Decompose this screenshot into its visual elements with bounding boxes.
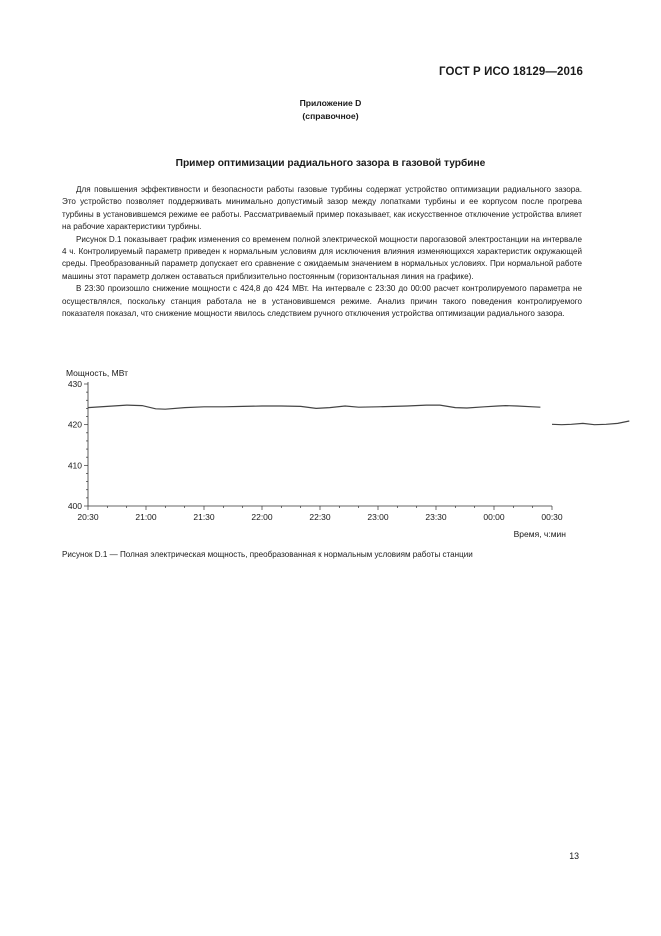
x-tick-label: 21:00: [135, 512, 157, 522]
power-series-line: [552, 421, 629, 425]
annex-title: Приложение D: [299, 98, 362, 108]
x-axis-label: Время, ч:мин: [513, 529, 566, 539]
annex-subtitle: (справочное): [302, 111, 359, 121]
y-tick-label: 420: [67, 419, 82, 430]
y-axis-label: Мощность, МВт: [66, 368, 128, 378]
x-tick-label: 22:00: [251, 512, 273, 522]
y-tick-label: 410: [67, 460, 82, 471]
annex-heading: [0, 97, 661, 123]
power-chart: [0, 360, 661, 550]
paragraph: Рисунок D.1 показывает график изменения со временем полной электрической мощности парогазовой электростанции на интервале 4 ч. Контролируемый параметр приведен к нормальным условиям для исключения влияния изменяющихся характеристик окружающей среды. Преобразованный параметр допускает его сравнение с ожидаемым значением в нормальных условиях. При нормальной работе машины этот параметр должен оставаться приблизительно постоянным (горизонтальная линия на графике).: [62, 234, 582, 281]
paragraph: В 23:30 произошло снижение мощности с 424,8 до 424 МВт. На интервале с 23:30 до 00:00 расчет контролируемого параметра не осуществлялся, поскольку станция работала не в установившемся режиме. Анализ причин такого поведения контролируемого показателя показал, что снижение мощности явилось следствием ручного отключения устройства оптимизации радиального зазора.: [62, 284, 582, 319]
power-chart-svg: [0, 360, 661, 550]
figure-caption: Рисунок D.1 — Полная электрическая мощность, преобразованная к нормальным условиям работы станции: [62, 550, 473, 559]
x-tick-label: 23:00: [367, 512, 389, 522]
section-title: Пример оптимизации радиального зазора в газовой турбине: [175, 158, 486, 169]
x-tick-label: 20:30: [77, 512, 99, 522]
x-tick-label: 22:30: [309, 512, 331, 522]
power-series-line: [88, 405, 540, 409]
page-number: 13: [569, 851, 579, 861]
x-tick-label: 21:30: [193, 512, 215, 522]
x-tick-label: 23:30: [425, 512, 447, 522]
x-tick-label: 00:00: [483, 512, 505, 522]
y-tick-label: 430: [67, 379, 82, 389]
standard-number: ГОСТ Р ИСО 18129—2016: [438, 66, 583, 78]
y-tick-label: 400: [67, 501, 82, 511]
body-text: [62, 184, 582, 320]
paragraph: Для повышения эффективности и безопасности работы газовые турбины содержат устройство оптимизации радиального зазора. Это устройство позволяет поддерживать минимально допустимый зазор между лопатками турбины и ее корпусом после прогрева турбины в установившемся режиме ее работы. Рассматриваемый пример показывает, как искусственное отключение устройства влияет на рабочие характеристики турбины.: [62, 185, 582, 232]
x-tick-label: 00:30: [541, 512, 563, 522]
